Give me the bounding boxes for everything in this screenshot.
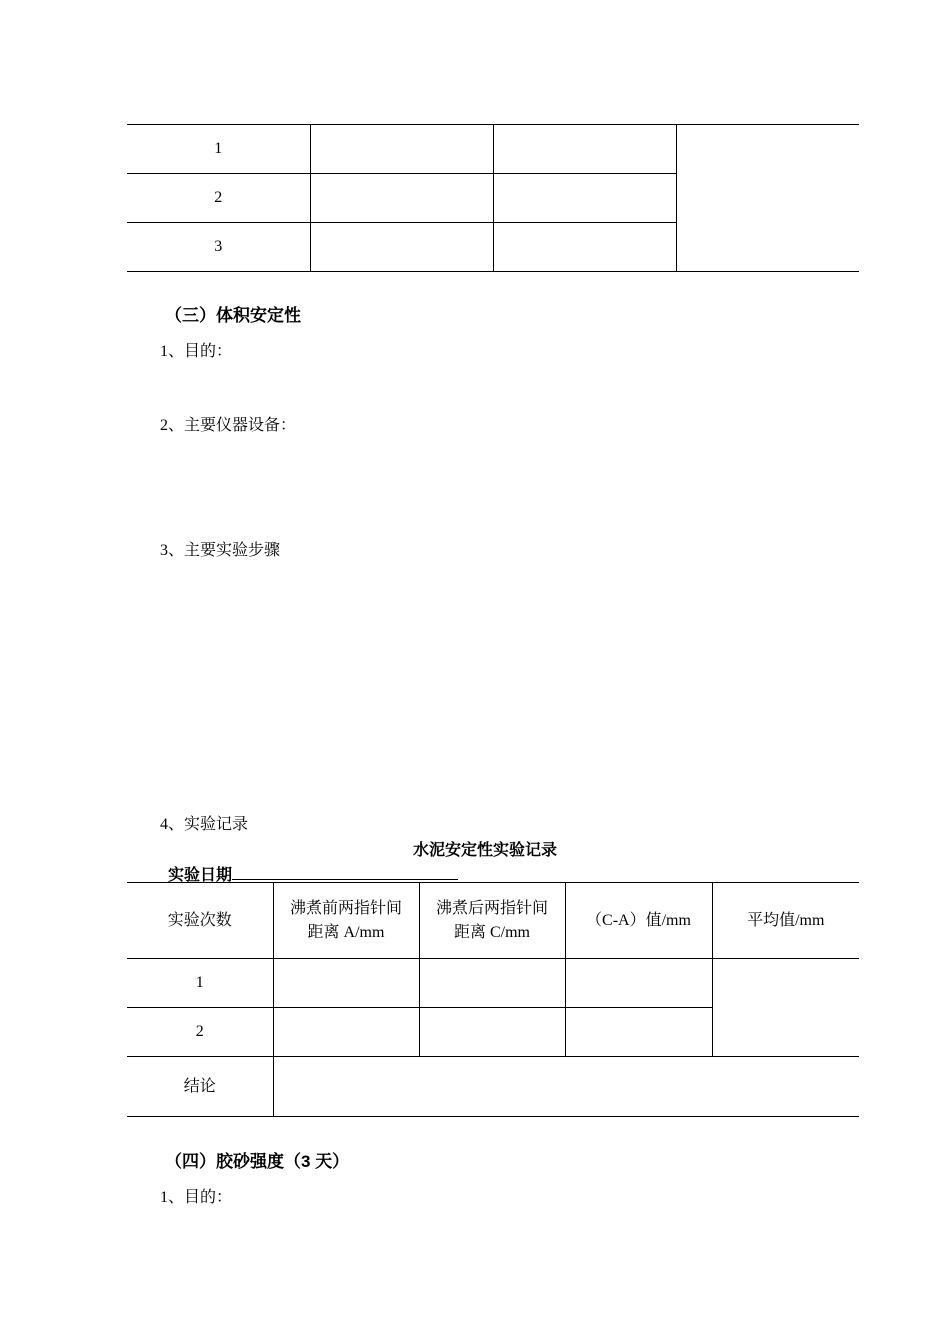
header-line: 沸煮后两指针间 [435,899,548,917]
row-index: 2 [127,1008,273,1057]
header-cell: 实验次数 [127,883,273,959]
table-cell [493,174,676,223]
row-index: 1 [127,125,310,174]
table-cell [493,125,676,174]
item-purpose: 1、目的： [160,1189,233,1206]
section-heading: （四）胶砂强度（3 天） [165,1152,350,1171]
table-cell [310,125,493,174]
item-purpose: 1、目的： [160,343,233,360]
header-cell: 平均值/mm [712,883,859,959]
table-cell [493,223,676,272]
item-equipment: 2、主要仪器设备： [160,417,297,434]
table-cell [310,174,493,223]
conclusion-row [127,1057,859,1117]
section-heading: （三）体积安定性 [165,306,301,325]
table-row [127,959,859,1008]
header-cell [419,883,565,959]
item-steps: 3、主要实验步骤 [160,542,281,559]
table-header-row [127,883,859,959]
top-results-table [127,124,859,272]
table-row [127,125,859,174]
header-line: 距离 C/mm [453,923,530,941]
item-record: 4、实验记录 [160,816,249,833]
conclusion-label: 结论 [127,1057,273,1117]
header-cell [273,883,419,959]
merged-cell [676,125,859,272]
table-cell [273,1008,419,1057]
average-cell [712,959,859,1057]
conclusion-cell [273,1057,859,1117]
table-cell [419,1008,565,1057]
table-cell [419,959,565,1008]
table-cell [565,1008,712,1057]
date-blank [232,863,458,880]
stability-record-table [127,882,859,1117]
table-cell [565,959,712,1008]
table-caption: 水泥安定性实验记录 [412,842,557,859]
row-index: 1 [127,959,273,1008]
table-cell [310,223,493,272]
table-cell [273,959,419,1008]
header-line: 距离 A/mm [307,923,385,941]
row-index: 3 [127,223,310,272]
header-line: 沸煮前两指针间 [289,899,402,917]
row-index: 2 [127,174,310,223]
date-label: 实验日期 [168,867,233,884]
header-cell: （C-A）值/mm [565,883,712,959]
